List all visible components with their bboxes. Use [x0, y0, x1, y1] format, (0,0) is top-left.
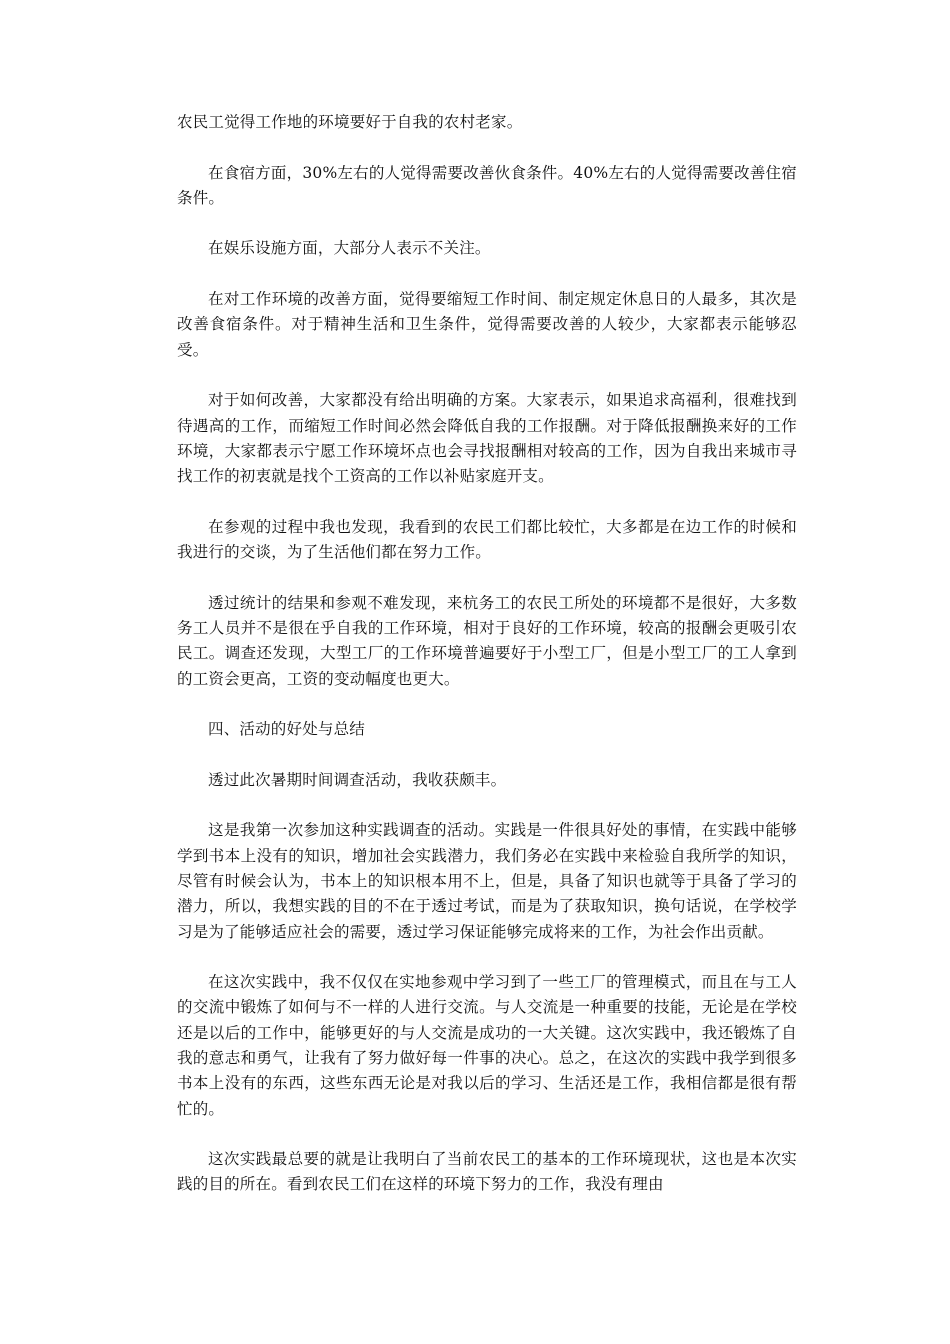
paragraph-food-lodging: 在食宿方面，30%左右的人觉得需要改善伙食条件。40%左右的人觉得需要改善住宿条件。: [177, 163, 797, 207]
paragraph-how-to-improve: 对于如何改善，大家都没有给出明确的方案。大家表示，如果追求高福利，很难找到待遇高的工作，而缩短工作时间必然会降低自我的工作报酬。对于降低报酬换来好的工作环境，大家都表示宁愿工作环境坏点也会寻找报酬相对较高的工作，因为自我出来城市寻找工作的初衷就是找个工资高的工作以补贴家庭开支。: [177, 391, 797, 486]
paragraph-continuation: 农民工觉得工作地的环境要好于自我的农村老家。: [177, 113, 523, 131]
section-heading: 四、活动的好处与总结: [208, 720, 366, 739]
paragraph-summary-intro: 透过此次暑期时间调查活动，我收获颇丰。: [208, 770, 507, 789]
paragraph-observation: 在参观的过程中我也发现，我看到的农民工们都比较忙，大多都是在边工作的时候和我进行的交谈，为了生活他们都在努力工作。: [177, 517, 797, 562]
paragraph-communication: 在这次实践中，我不仅仅在实地参观中学习到了一些工厂的管理模式，而且在与工人的交流中锻炼了如何与不一样的人进行交流。与人交流是一种重要的技能，无论是在学校还是以后的工作中，能够更好的与人交流是成功的一大关键。这次实践中，我还锻炼了自我的意志和勇气，让我有了努力做好每一件事的决心。总之，在这次的实践中我学到很多书本上没有的东西，这些东西无论是对我以后的学习、生活还是工作，我相信都是很有帮忙的。: [177, 973, 797, 1118]
paragraph-conclusion: 这次实践最总要的就是让我明白了当前农民工的基本的工作环境现状，这也是本次实践的目的所在。看到农民工们在这样的环境下努力的工作，我没有理由: [177, 1150, 797, 1194]
paragraph-environment-improvement: 在对工作环境的改善方面，觉得要缩短工作时间、制定规定休息日的人最多，其次是改善食宿条件。对于精神生活和卫生条件，觉得需要改善的人较少，大家都表示能够忍受。: [177, 290, 797, 359]
paragraph-statistics: 透过统计的结果和参观不难发现，来杭务工的农民工所处的环境都不是很好，大多数务工人员并不是很在乎自我的工作环境，相对于良好的工作环境，较高的报酬会更吸引农民工。调查还发现，大型工厂的工作环境普遍要好于小型工厂，但是小型工厂的工人拿到的工资会更高，工资的变动幅度也更大。: [177, 593, 797, 688]
document-body: [177, 110, 797, 1223]
paragraph-entertainment: 在娱乐设施方面，大部分人表示不关注。: [208, 239, 491, 258]
paragraph-first-practice: 这是我第一次参加这种实践调查的活动。实践是一件很具好处的事情，在实践中能够学到书本上没有的知识，增加社会实践潜力，我们务必在实践中来检验自我所学的知识，尽管有时候会认为，书本上的知识根本用不上，但是，具备了知识也就等于具备了学习的潜力，所以，我想实践的目的不在于透过考试，而是为了获取知识，换句话说，在学校学习是为了能够适应社会的需要，透过学习保证能够完成将来的工作，为社会作出贡献。: [177, 821, 797, 941]
